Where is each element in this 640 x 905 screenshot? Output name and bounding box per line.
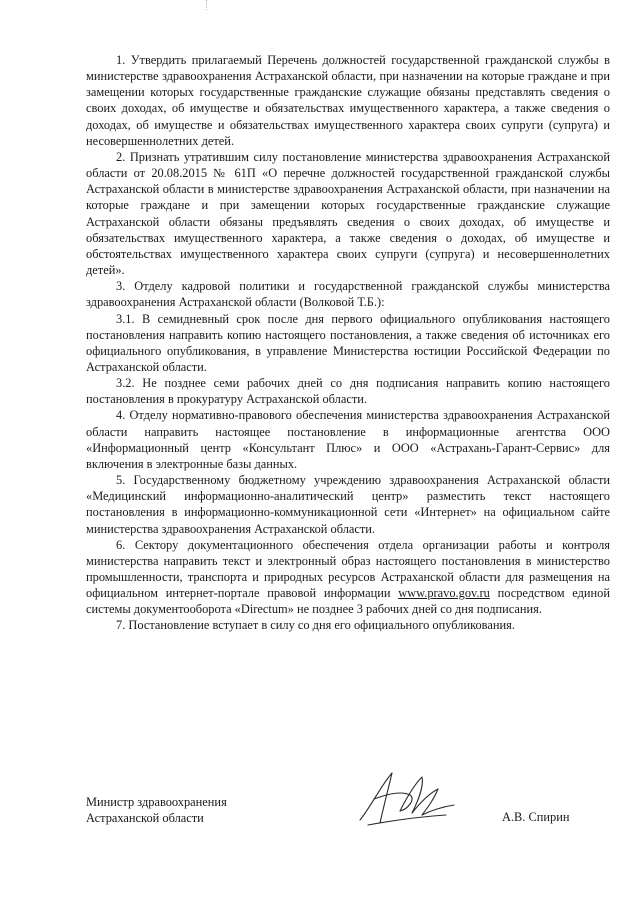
- handwritten-signature: [350, 765, 460, 835]
- paragraph-5: 5. Государственному бюджетному учреждению здравоохранения Астраханской области «Медицинский информационно-аналитический центр» разместить текст настоящего постановления в информационно-коммуникационной сети «Интернет» на официальном сайте министерства здравоохранения Астраханской области.: [86, 473, 610, 536]
- pravo-gov-link[interactable]: www.pravo.gov.ru: [398, 586, 490, 601]
- signatory-title: Министр здравоохранения Астраханской области: [86, 795, 227, 825]
- paragraph-2: 2. Признать утратившим силу постановление министерства здравоохранения Астраханской области от 20.08.2015 № 61П «О перечне должностей государственной гражданской службы Астраханской области в министерстве здравоохранения Астраханской области, при назначении на которые граждане и при замещении которых государственные гражданские служащие Астраханской области обязаны предъявлять сведения о своих доходах, об имуществе и обязательствах имущественного характера, а также сведения о доходах, об имуществе и обстоятельствах имущественного характера своих супруги (супруга) и несовершеннолетних детей».: [86, 149, 610, 278]
- paragraph-4: 4. Отделу нормативно-правового обеспечения министерства здравоохранения Астраханской области направить настоящее постановление в информационные агентства ООО «Информационный центр «Консультант Плюс» и ООО «Астрахань-Гарант-Сервис» для включения в электронные базы данных.: [86, 408, 610, 471]
- paragraph-6: [86, 537, 610, 618]
- paragraph-6-text-after: посредством единой системы документооборота «Directum» не позднее 3 рабочих дней со дня подписания.: [86, 586, 610, 617]
- paragraph-1: 1. Утвердить прилагаемый Перечень должностей государственной гражданской службы в министерстве здравоохранения Астраханской области, при назначении на которые граждане и при замещении которых государственные гражданские служащие обязаны представлять сведения о своих доходах, об имуществе и обязательствах имущественного характера, а также сведения о доходах, об имуществе и обязательствах имущественного характера своих супруги (супруга) и несовершеннолетних детей.: [86, 53, 610, 148]
- paragraph-3-1: 3.1. В семидневный срок после дня первого официального опубликования настоящего постановления направить копию настоящего постановления, а также сведения об источниках его официального опубликования, в управление Министерства юстиции Российской Федерации по Астраханской области.: [86, 311, 610, 374]
- paragraph-6-text-before: 6. Сектору документационного обеспечения отдела организации работы и контроля министерства направить текст и электронный образ настоящего постановления в министерство промышленности, транспорта и природных ресурсов Астраханской области для размещения на официальном интернет-портале правовой информации: [86, 537, 610, 601]
- scan-artifact: [206, 0, 208, 10]
- paragraph-3-2: 3.2. Не позднее семи рабочих дней со дня подписания направить копию настоящего постановления в прокуратуру Астраханской области.: [86, 376, 610, 407]
- paragraph-7: 7. Постановление вступает в силу со дня его официального опубликования.: [116, 618, 515, 633]
- paragraph-3: 3. Отделу кадровой политики и государственной гражданской службы министерства здравоохранения Астраханской области (Волковой Т.Б.):: [86, 279, 610, 310]
- signatory-name: А.В. Спирин: [502, 810, 570, 824]
- document-body: [86, 52, 610, 634]
